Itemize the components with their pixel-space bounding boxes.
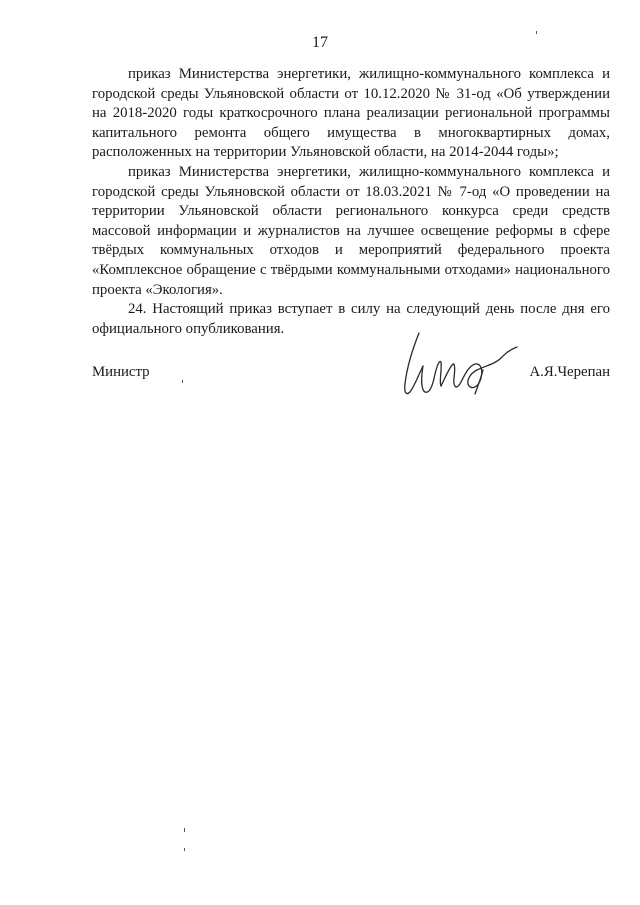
document-body [92,65,610,339]
paragraph-order-31-od: приказ Министерства энергетики, жилищно-коммунального комплекса и городской среды Ульяновской области от 10.12.2020 № 31-од «Об утверждении на 2018-2020 годы краткосрочного плана реализации региональной программы капитального ремонта общего имущества в многоквартирных домах, расположенных на территории Ульяновской области, на 2014-2044 годы»; [92,66,610,161]
handwritten-signature [397,330,527,405]
paragraph-effective-date: 24. Настоящий приказ вступает в силу на следующий день после дня его официального опубликования. [92,301,610,337]
scan-speck [182,380,183,383]
signature-block [92,330,610,410]
scan-speck [184,848,185,851]
paragraph-order-7-od: приказ Министерства энергетики, жилищно-коммунального комплекса и городской среды Ульяновской области от 18.03.2021 № 7-од «О проведении на территории Ульяновской области регионального конкурса среди средств массовой информации и журналистов на лучшее освещение реформы в сфере твёрдых коммунальных отходов и мероприятий федерального проекта «Комплексное обращение с твёрдыми коммунальными отходами» национального проекта «Экология». [92,163,610,298]
page-number: 17 [312,34,328,51]
scan-speck [536,31,537,34]
signatory-title: Министр [92,364,150,380]
signatory-name: А.Я.Черепан [529,364,610,380]
scan-speck [184,828,185,832]
